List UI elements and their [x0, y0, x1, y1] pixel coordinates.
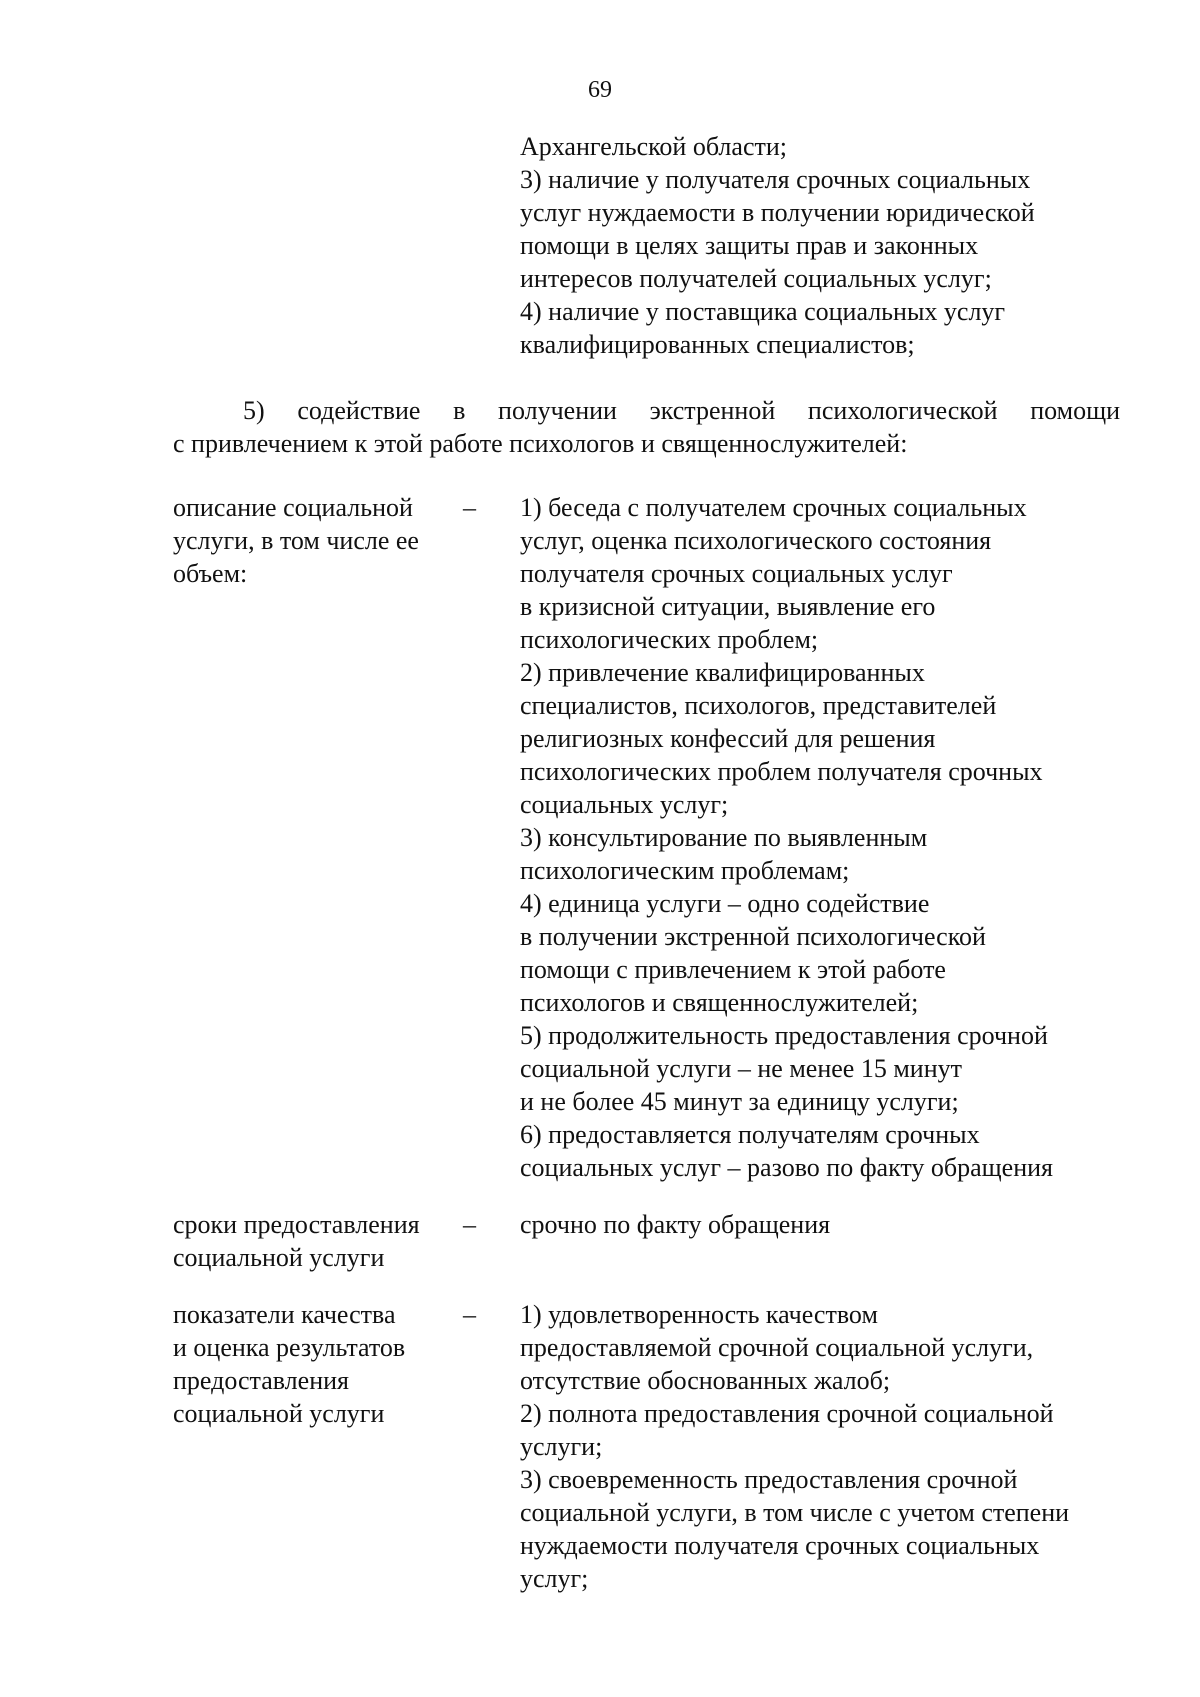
quality-value-line: предоставляемой срочной социальной услуги, [520, 1333, 1034, 1362]
description-value-line: 6) предоставляется получателям срочных [520, 1120, 980, 1149]
intro-line: Архангельской области; [520, 132, 787, 161]
quality-dash: – [463, 1300, 476, 1329]
quality-value-line: отсутствие обоснованных жалоб; [520, 1366, 891, 1395]
description-value-line: психологических проблем получателя срочных [520, 757, 1043, 786]
description-value-line: в кризисной ситуации, выявление его [520, 592, 936, 621]
section-heading-line-2: с привлечением к этой работе психологов и священнослужителей: [173, 429, 908, 458]
description-value-line: услуг, оценка психологического состояния [520, 526, 992, 555]
description-value-line: в получении экстренной психологической [520, 922, 986, 951]
quality-value-line: услуги; [520, 1432, 603, 1461]
description-value-line: 2) привлечение квалифицированных [520, 658, 925, 687]
intro-line: 4) наличие у поставщика социальных услуг [520, 297, 1006, 326]
quality-value-line: 3) своевременность предоставления срочной [520, 1465, 1018, 1494]
description-value-line: психологических проблем; [520, 625, 819, 654]
description-value-line: специалистов, психологов, представителей [520, 691, 997, 720]
description-value-line: помощи с привлечением к этой работе [520, 955, 946, 984]
description-value-line: 3) консультирование по выявленным [520, 823, 928, 852]
description-dash: – [463, 493, 476, 522]
terms-dash: – [463, 1210, 476, 1239]
description-value-line: психологов и священнослужителей; [520, 988, 919, 1017]
quality-label-line: социальной услуги [173, 1399, 385, 1428]
description-label-line: услуги, в том числе ее [173, 526, 419, 555]
intro-line: интересов получателей социальных услуг; [520, 264, 992, 293]
quality-value-line: социальной услуги, в том числе с учетом степени [520, 1498, 1070, 1527]
terms-value-line: срочно по факту обращения [520, 1210, 831, 1239]
quality-value-line: нуждаемости получателя срочных социальных [520, 1531, 1040, 1560]
terms-label-line: социальной услуги [173, 1243, 385, 1272]
description-value-line: 1) беседа с получателем срочных социальных [520, 493, 1027, 522]
intro-line: квалифицированных специалистов; [520, 330, 915, 359]
description-value-line: социальной услуги – не менее 15 минут [520, 1054, 962, 1083]
page-number: 69 [588, 77, 612, 103]
terms-label-line: сроки предоставления [173, 1210, 420, 1239]
description-value-line: социальных услуг – разово по факту обращения [520, 1153, 1054, 1182]
description-value-line: религиозных конфессий для решения [520, 724, 936, 753]
description-value-line: социальных услуг; [520, 790, 729, 819]
description-value-line: получателя срочных социальных услуг [520, 559, 953, 588]
description-label-line: описание социальной [173, 493, 413, 522]
quality-label-line: показатели качества [173, 1300, 396, 1329]
intro-line: услуг нуждаемости в получении юридической [520, 198, 1035, 227]
description-label-line: объем: [173, 559, 248, 588]
intro-line: 3) наличие у получателя срочных социальных [520, 165, 1031, 194]
description-value-line: и не более 45 минут за единицу услуги; [520, 1087, 959, 1116]
description-value-line: психологическим проблемам; [520, 856, 850, 885]
quality-value-line: услуг; [520, 1564, 589, 1593]
intro-line: помощи в целях защиты прав и законных [520, 231, 979, 260]
quality-label-line: предоставления [173, 1366, 349, 1395]
quality-value-line: 1) удовлетворенность качеством [520, 1300, 878, 1329]
section-heading-line-1: 5) содействие в получении экстренной психологической помощи [243, 396, 1120, 425]
quality-value-line: 2) полнота предоставления срочной социальной [520, 1399, 1054, 1428]
description-value-line: 4) единица услуги – одно содействие [520, 889, 930, 918]
description-value-line: 5) продолжительность предоставления срочной [520, 1021, 1048, 1050]
quality-label-line: и оценка результатов [173, 1333, 406, 1362]
